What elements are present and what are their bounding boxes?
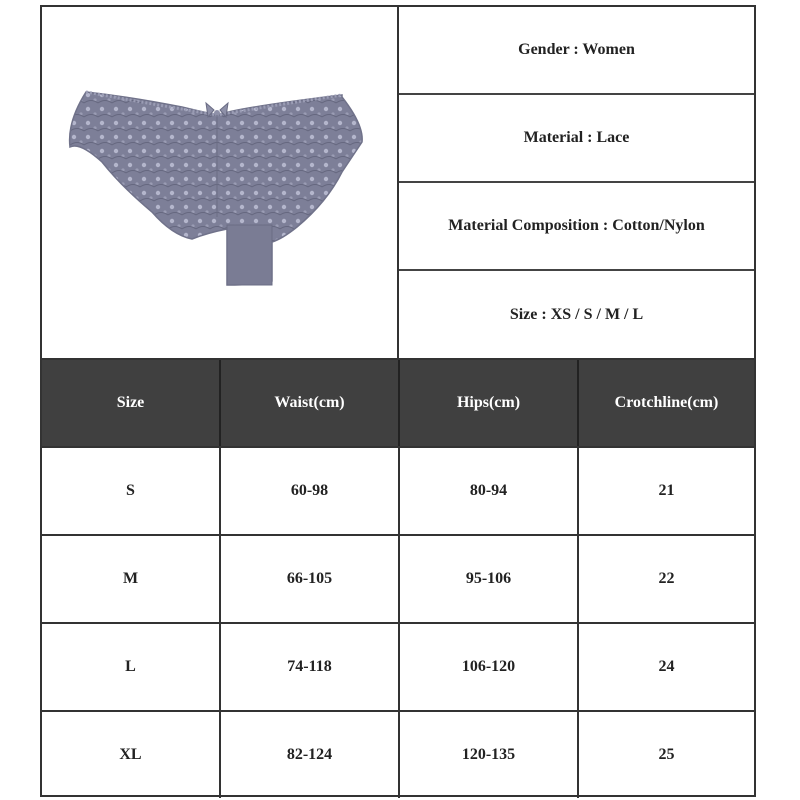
cell-crotchline: 22	[658, 570, 675, 587]
table-header	[42, 358, 754, 446]
table-row	[42, 622, 754, 710]
header-size: Size	[42, 360, 221, 446]
product-overview	[42, 7, 754, 358]
cell-size: S	[42, 448, 221, 534]
header-hips: Hips(cm)	[400, 360, 579, 446]
product-image	[42, 7, 399, 358]
attribute-material: Material : Lace	[399, 95, 754, 183]
cell-crotchline: 24	[658, 658, 675, 675]
table-row	[42, 446, 754, 534]
cell-waist: 82-124	[221, 712, 400, 798]
header-waist: Waist(cm)	[221, 360, 400, 446]
cell-size: L	[42, 624, 221, 710]
cell-size: M	[42, 536, 221, 622]
attribute-composition: Material Composition : Cotton/Nylon	[399, 183, 754, 271]
lace-panties-image	[42, 7, 395, 358]
cell-hips: 120-135	[400, 712, 579, 798]
table-row	[42, 710, 754, 798]
attribute-size: Size : XS / S / M / L	[509, 305, 644, 323]
cell-crotchline: 25	[658, 746, 675, 763]
cell-hips: 95-106	[400, 536, 579, 622]
attribute-gender: Gender : Women	[399, 7, 754, 95]
header-crotchline: Crotchline(cm)	[614, 394, 719, 411]
table-row	[42, 534, 754, 622]
cell-crotchline: 21	[658, 482, 675, 499]
cell-waist: 66-105	[221, 536, 400, 622]
size-chart	[40, 5, 756, 797]
cell-hips: 106-120	[400, 624, 579, 710]
product-attributes	[399, 7, 754, 358]
cell-hips: 80-94	[400, 448, 579, 534]
size-table	[42, 358, 754, 798]
cell-waist: 74-118	[221, 624, 400, 710]
cell-waist: 60-98	[221, 448, 400, 534]
cell-size: XL	[42, 712, 221, 798]
